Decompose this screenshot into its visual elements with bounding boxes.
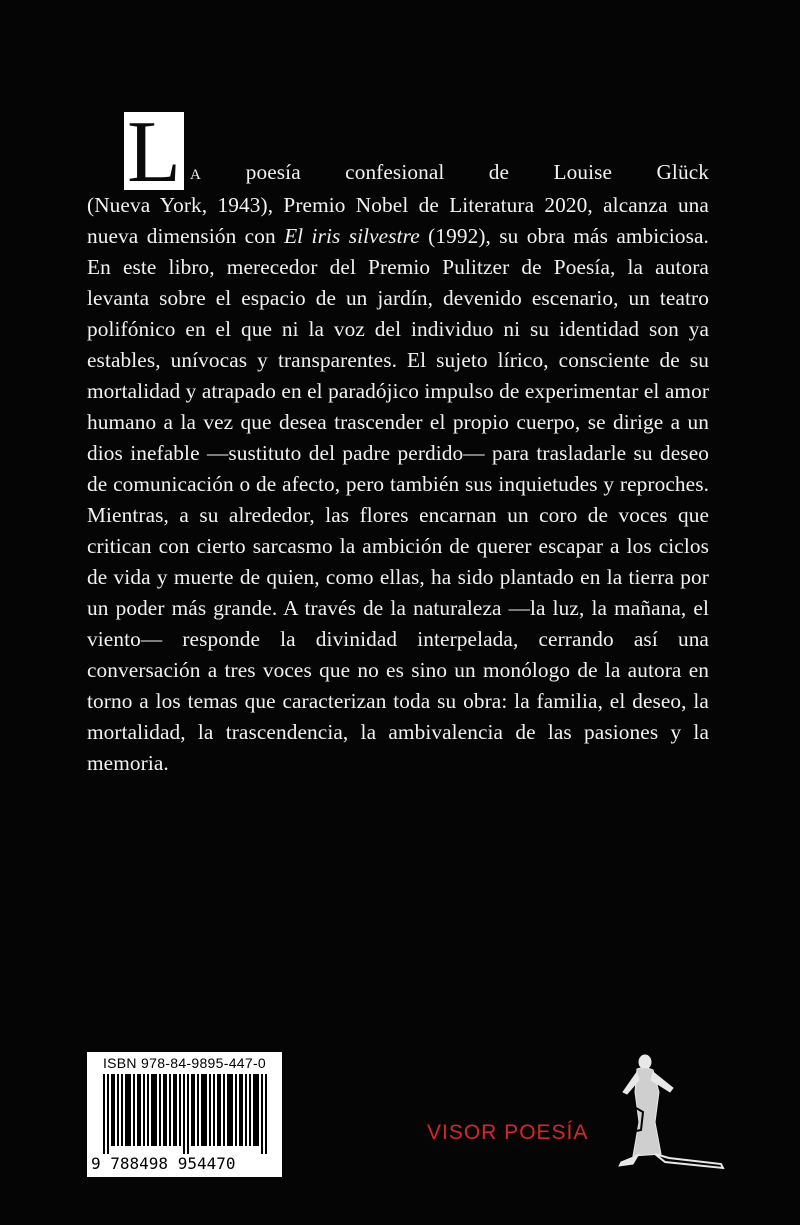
lead-line bbox=[87, 112, 709, 190]
blurb-text bbox=[87, 112, 709, 779]
first-line bbox=[190, 157, 709, 191]
publisher-logo-figure bbox=[615, 1052, 725, 1172]
blurb-text-before-title: (Nueva York, 1943), Premio Nobel de Literatura 2020, alcanza una nueva dimensión con bbox=[87, 193, 709, 248]
first-line-rest: poesía confesional de Louise Glück bbox=[201, 160, 709, 184]
blurb-paragraph bbox=[87, 190, 709, 779]
book-title: El iris silvestre bbox=[284, 224, 420, 248]
isbn-label: ISBN 978-84-9895-447-0 bbox=[102, 1055, 267, 1071]
isbn-barcode bbox=[87, 1052, 282, 1177]
isbn-digits: 9 788498 954470 bbox=[91, 1154, 236, 1173]
blurb-text-after-title: (1992), su obra más ambiciosa. En este libro, merecedor del Premio Pulitzer de Poesía, la autora levanta sobre el espacio de un jardín, devenido escenario, un teatro polifónico en el que ni la voz del individuo ni su identidad son ya estables, unívocas y transparentes. El sujeto lírico, consciente de su mortalidad y atrapado en el paradójico impulso de experimentar el amor humano a la vez que desea trascender el propio cuerpo, se dirige a un dios inefable —sustituto del padre perdido— para trasladarle su deseo de comunicación o de afecto, pero también sus inquietudes y reproches. Mientras, a su alrededor, las flores encarnan un coro de voces que critican con cierto sarcasmo la ambición de querer escapar a los ciclos de vida y muerte de quien, como ellas, ha sido plantado en la tierra por un poder más grande. A través de la naturaleza —la luz, la mañana, el viento— responde la divinidad interpelada, cerrando así una conversación a tres voces que no es sino un monólogo de la autora en torno a los temas que caracterizan toda su obra: la familia, el deseo, la mortalidad, la trascendencia, la ambivalencia de las pasiones y la memoria. bbox=[87, 224, 710, 775]
publisher-name: VISOR POESÍA bbox=[427, 1121, 589, 1144]
first-line-smallcap: A bbox=[190, 167, 202, 183]
drop-cap: L bbox=[124, 112, 184, 190]
barcode-bars bbox=[103, 1074, 271, 1154]
